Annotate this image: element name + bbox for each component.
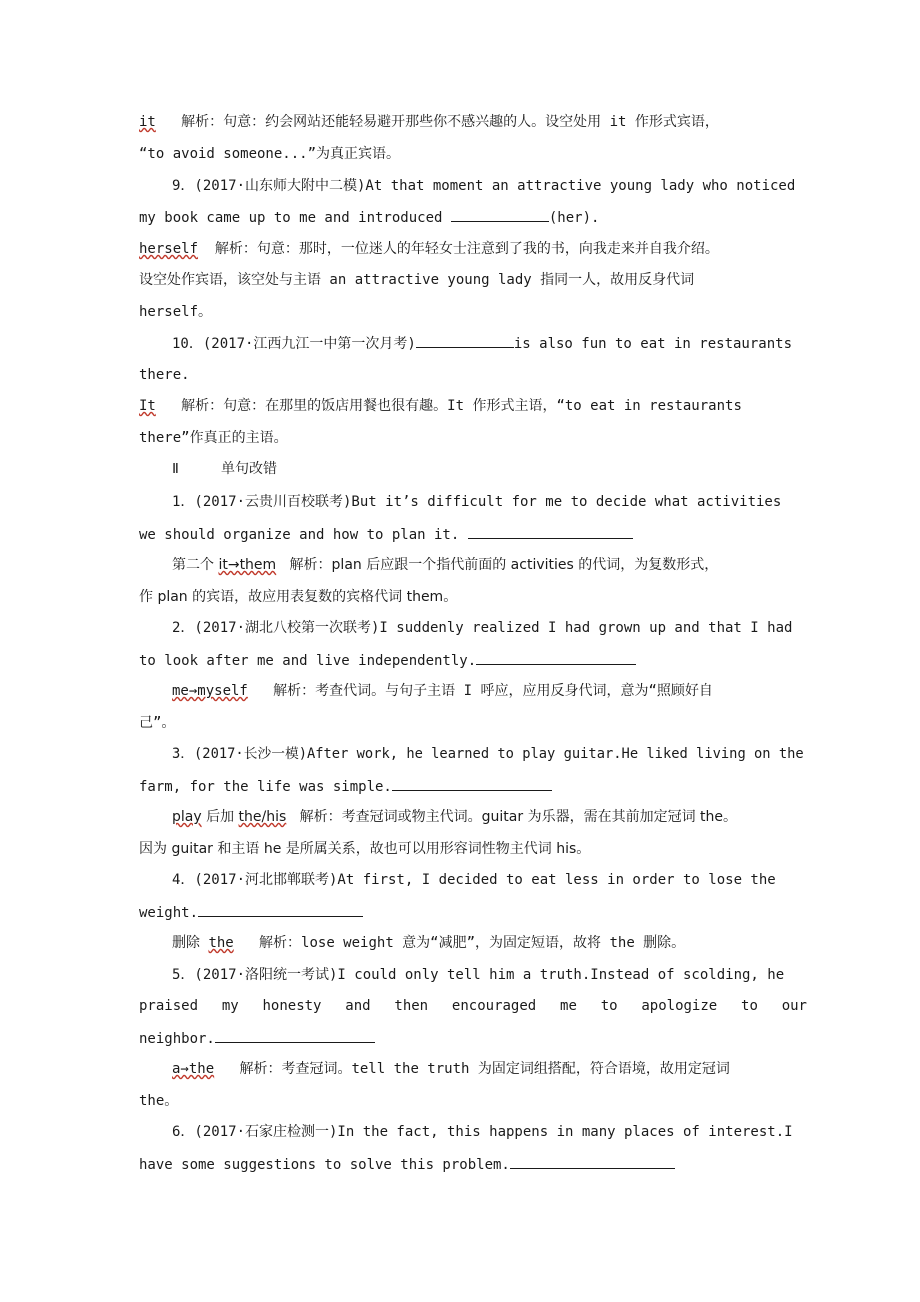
c1-answer: it→them [218, 557, 277, 573]
c4-answer-line: 删除 the 解析：lose weight 意为“减肥”，为固定短语，故将 the 删除。 [172, 935, 686, 951]
c3-answer-a: play [172, 809, 202, 825]
q10-question-2: there. [139, 367, 190, 383]
c3-blank [392, 776, 552, 791]
c2-question-2: to look after me and live independently. [139, 650, 807, 671]
q8-analysis-1: 解析：句意：约会网站还能轻易避开那些你不感兴趣的人。设空处用 it 作形式宾语， [181, 114, 719, 130]
c3-analysis-2: 因为 guitar 和主语 he 是所属关系，故也可以用形容词性物主代词 his。 [139, 841, 591, 857]
c5-answer: a→the [172, 1061, 215, 1077]
c4-analysis-1: 解析：lose weight 意为“减肥”，为固定短语，故将 the 删除。 [259, 935, 686, 951]
q10-blank [416, 333, 514, 348]
q8-answer: it [139, 114, 156, 130]
c1-question-2: we should organize and how to plan it. [139, 524, 807, 545]
c5-analysis-1: 解析：考查冠词。tell the truth 为固定词组搭配，符合语境，故用定冠词 [239, 1061, 730, 1077]
c2-blank [476, 650, 636, 665]
q8-answer-line [139, 112, 807, 132]
c3-answer-b: the/his [238, 809, 287, 825]
q9-analysis-1: 解析：句意：那时，一位迷人的年轻女士注意到了我的书，向我走来并自我介绍。 [214, 241, 719, 257]
c4-question-2: weight. [139, 902, 807, 923]
c1-answer-line: 第二个 it→them 解析：plan 后应跟一个指代前面的 activities 的代词，为复数形式， [172, 557, 719, 573]
q8-analysis-2: “to avoid someone...”为真正宾语。 [139, 146, 401, 162]
c6-question-1: 6．(2017·石家庄检测一)In the fact, this happens in many places of interest.I [172, 1124, 793, 1140]
q9-analysis-2: 设空处作宾语，该空处与主语 an attractive young lady 指同一人，故用反身代词 [139, 272, 695, 288]
q10-answer: It [139, 398, 156, 414]
c3-answer-line: play 后加 the/his 解析：考查冠词或物主代词。guitar 为乐器，需在其前加定冠词 the。 [172, 809, 738, 825]
q9-answer-line [139, 239, 807, 259]
q10-question-1: 10．(2017·江西九江一中第一次月考) is also fun to eat in restaurants [172, 333, 808, 354]
c5-answer-line [172, 1059, 808, 1079]
c3-question-1: 3．(2017·长沙一模)After work, he learned to play guitar.He liked living on the [172, 746, 804, 762]
c2-answer: me→myself [172, 683, 248, 699]
c5-question-3: neighbor. [139, 1028, 807, 1049]
c1-blank [468, 524, 633, 539]
c3-question-2: farm, for the life was simple. [139, 776, 807, 797]
q9-analysis-3: herself。 [139, 304, 213, 320]
q9-answer: herself [139, 241, 199, 257]
section-numeral: Ⅱ [172, 461, 179, 477]
q10-analysis-1: 解析：句意：在那里的饭店用餐也很有趣。It 作形式主语，“to eat in restaurants [181, 398, 742, 414]
q9-question-2: my book came up to me and introduced (her). [139, 207, 807, 228]
c1-analysis-1: 解析：plan 后应跟一个指代前面的 activities 的代词，为复数形式， [289, 557, 719, 573]
c5-blank [215, 1028, 375, 1043]
c3-analysis-1: 解析：考查冠词或物主代词。guitar 为乐器，需在其前加定冠词 the。 [299, 809, 738, 825]
c2-analysis-1: 解析：考查代词。与句子主语 I 呼应，应用反身代词，意为“照顾好自 [273, 683, 713, 699]
c2-analysis-2: 己”。 [139, 715, 176, 731]
c2-answer-line [172, 681, 808, 701]
c4-blank [198, 902, 363, 917]
c4-question-1: 4．(2017·河北邯郸联考)At first, I decided to eat less in order to lose the [172, 872, 776, 888]
c4-answer: the [208, 935, 234, 951]
c5-question-2: praised my honesty and then encouraged me to apologize to our [139, 998, 807, 1014]
c6-blank [510, 1154, 675, 1169]
q10-answer-line [139, 396, 807, 416]
c5-question-1: 5．(2017·洛阳统一考试)I could only tell him a truth.Instead of scolding, he [172, 967, 785, 983]
q10-analysis-2: there”作真正的主语。 [139, 430, 288, 446]
c2-question-1: 2．(2017·湖北八校第一次联考)I suddenly realized I had grown up and that I had [172, 620, 793, 636]
q9-question-1: 9．(2017·山东师大附中二模)At that moment an attractive young lady who noticed [172, 178, 796, 194]
c6-question-2: have some suggestions to solve this problem. [139, 1154, 807, 1175]
c5-analysis-2: the。 [139, 1093, 179, 1109]
c1-analysis-2: 作 plan 的宾语，故应用表复数的宾格代词 them。 [139, 589, 458, 605]
section-heading [172, 459, 840, 479]
c1-question-1: 1．(2017·云贵川百校联考)But it’s difficult for me to decide what activities [172, 494, 782, 510]
section-title: 单句改错 [221, 461, 278, 477]
q9-blank [451, 207, 549, 222]
